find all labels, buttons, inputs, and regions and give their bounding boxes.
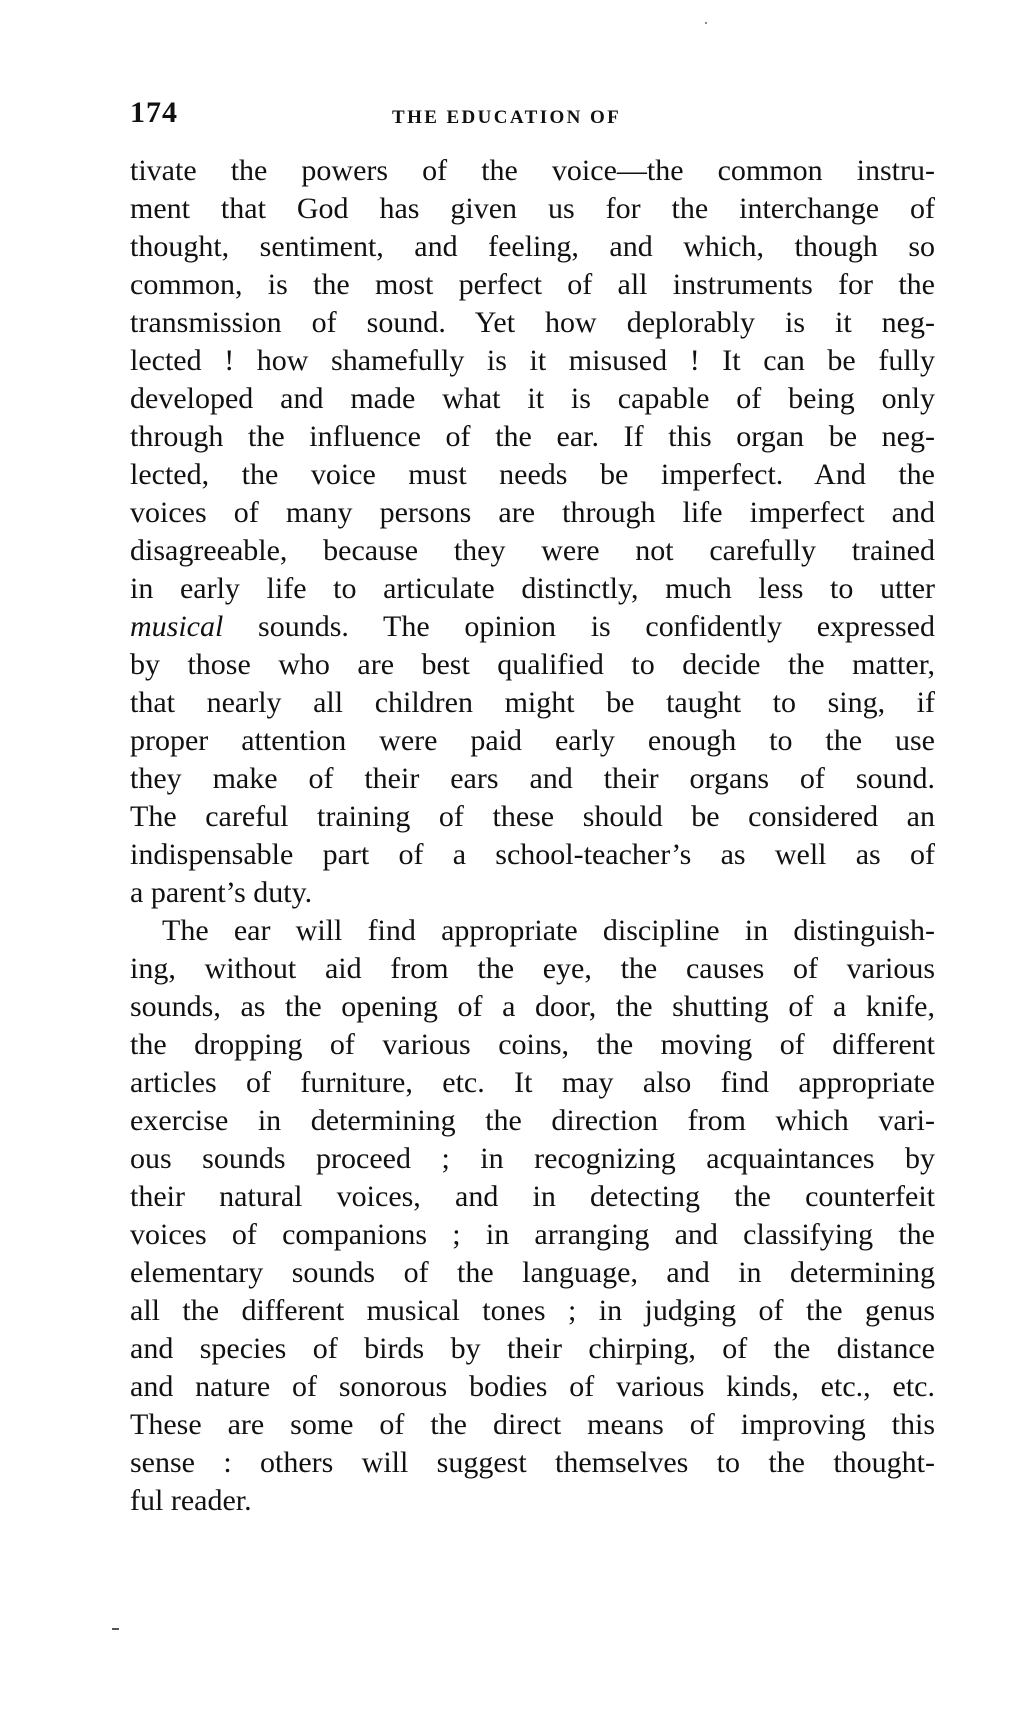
text-line-last: a parent’s duty. bbox=[130, 876, 313, 909]
text-line: The careful training of these should be considered an bbox=[130, 800, 935, 833]
running-head: THE EDUCATION OF bbox=[392, 107, 622, 128]
text-line-mixed bbox=[130, 606, 935, 647]
text-line: tivate the powers of the voice—the common instru- bbox=[130, 154, 935, 187]
margin-mark bbox=[112, 1628, 119, 1630]
text-line: lected, the voice must needs be imperfect. And the bbox=[130, 458, 935, 491]
text-line: the dropping of various coins, the moving of different bbox=[130, 1028, 935, 1061]
text-line: common, is the most perfect of all instruments for the bbox=[130, 268, 935, 301]
text-line: thought, sentiment, and feeling, and which, though so bbox=[130, 230, 935, 263]
page-number: 174 bbox=[130, 96, 178, 129]
text-line: disagreeable, because they were not carefully trained bbox=[130, 534, 935, 567]
text-line: that nearly all children might be taught to sing, if bbox=[130, 686, 935, 719]
text-line: their natural voices, and in detecting the counterfeit bbox=[130, 1180, 935, 1213]
text-line: developed and made what it is capable of being only bbox=[130, 382, 935, 415]
text-line: they make of their ears and their organs of sound. bbox=[130, 762, 935, 795]
text-line: transmission of sound. Yet how deplorably is it neg- bbox=[130, 306, 935, 339]
text-line: These are some of the direct means of improving this bbox=[130, 1408, 935, 1441]
text-line: through the influence of the ear. If this organ be neg- bbox=[130, 420, 935, 453]
line-remainder: sounds. The opinion is confidently expressed bbox=[223, 610, 935, 643]
text-line: articles of furniture, etc. It may also find appropriate bbox=[130, 1066, 935, 1099]
text-line: voices of many persons are through life imperfect and bbox=[130, 496, 935, 529]
text-line: ing, without aid from the eye, the causes of various bbox=[130, 952, 935, 985]
text-line: elementary sounds of the language, and in determining bbox=[130, 1256, 935, 1289]
text-line: voices of companions ; in arranging and classifying the bbox=[130, 1218, 935, 1251]
text-line: indispensable part of a school-teacher’s as well as of bbox=[130, 838, 935, 871]
text-line: ous sounds proceed ; in recognizing acquaintances by bbox=[130, 1142, 935, 1175]
text-line: sense : others will suggest themselves to the thought- bbox=[130, 1446, 935, 1479]
italic-word: musical bbox=[130, 610, 224, 643]
text-line: exercise in determining the direction from which vari- bbox=[130, 1104, 935, 1137]
text-line: all the different musical tones ; in judging of the genus bbox=[130, 1294, 935, 1327]
text-line: and nature of sonorous bodies of various kinds, etc., etc. bbox=[130, 1370, 935, 1403]
text-line: by those who are best qualified to decide the matter, bbox=[130, 648, 935, 681]
text-line: lected ! how shamefully is it misused ! It can be fully bbox=[130, 344, 935, 377]
text-line: ment that God has given us for the interchange of bbox=[130, 192, 935, 225]
paragraph-first-line: The ear will find appropriate discipline in distinguish- bbox=[162, 914, 935, 947]
text-line: in early life to articulate distinctly, much less to utter bbox=[130, 572, 935, 605]
paper-speck bbox=[705, 22, 707, 24]
text-line: and species of birds by their chirping, of the distance bbox=[130, 1332, 935, 1365]
page-header bbox=[130, 96, 935, 136]
text-line: proper attention were paid early enough to the use bbox=[130, 724, 935, 757]
text-line: sounds, as the opening of a door, the shutting of a knife, bbox=[130, 990, 935, 1023]
text-line-last: ful reader. bbox=[130, 1484, 252, 1517]
